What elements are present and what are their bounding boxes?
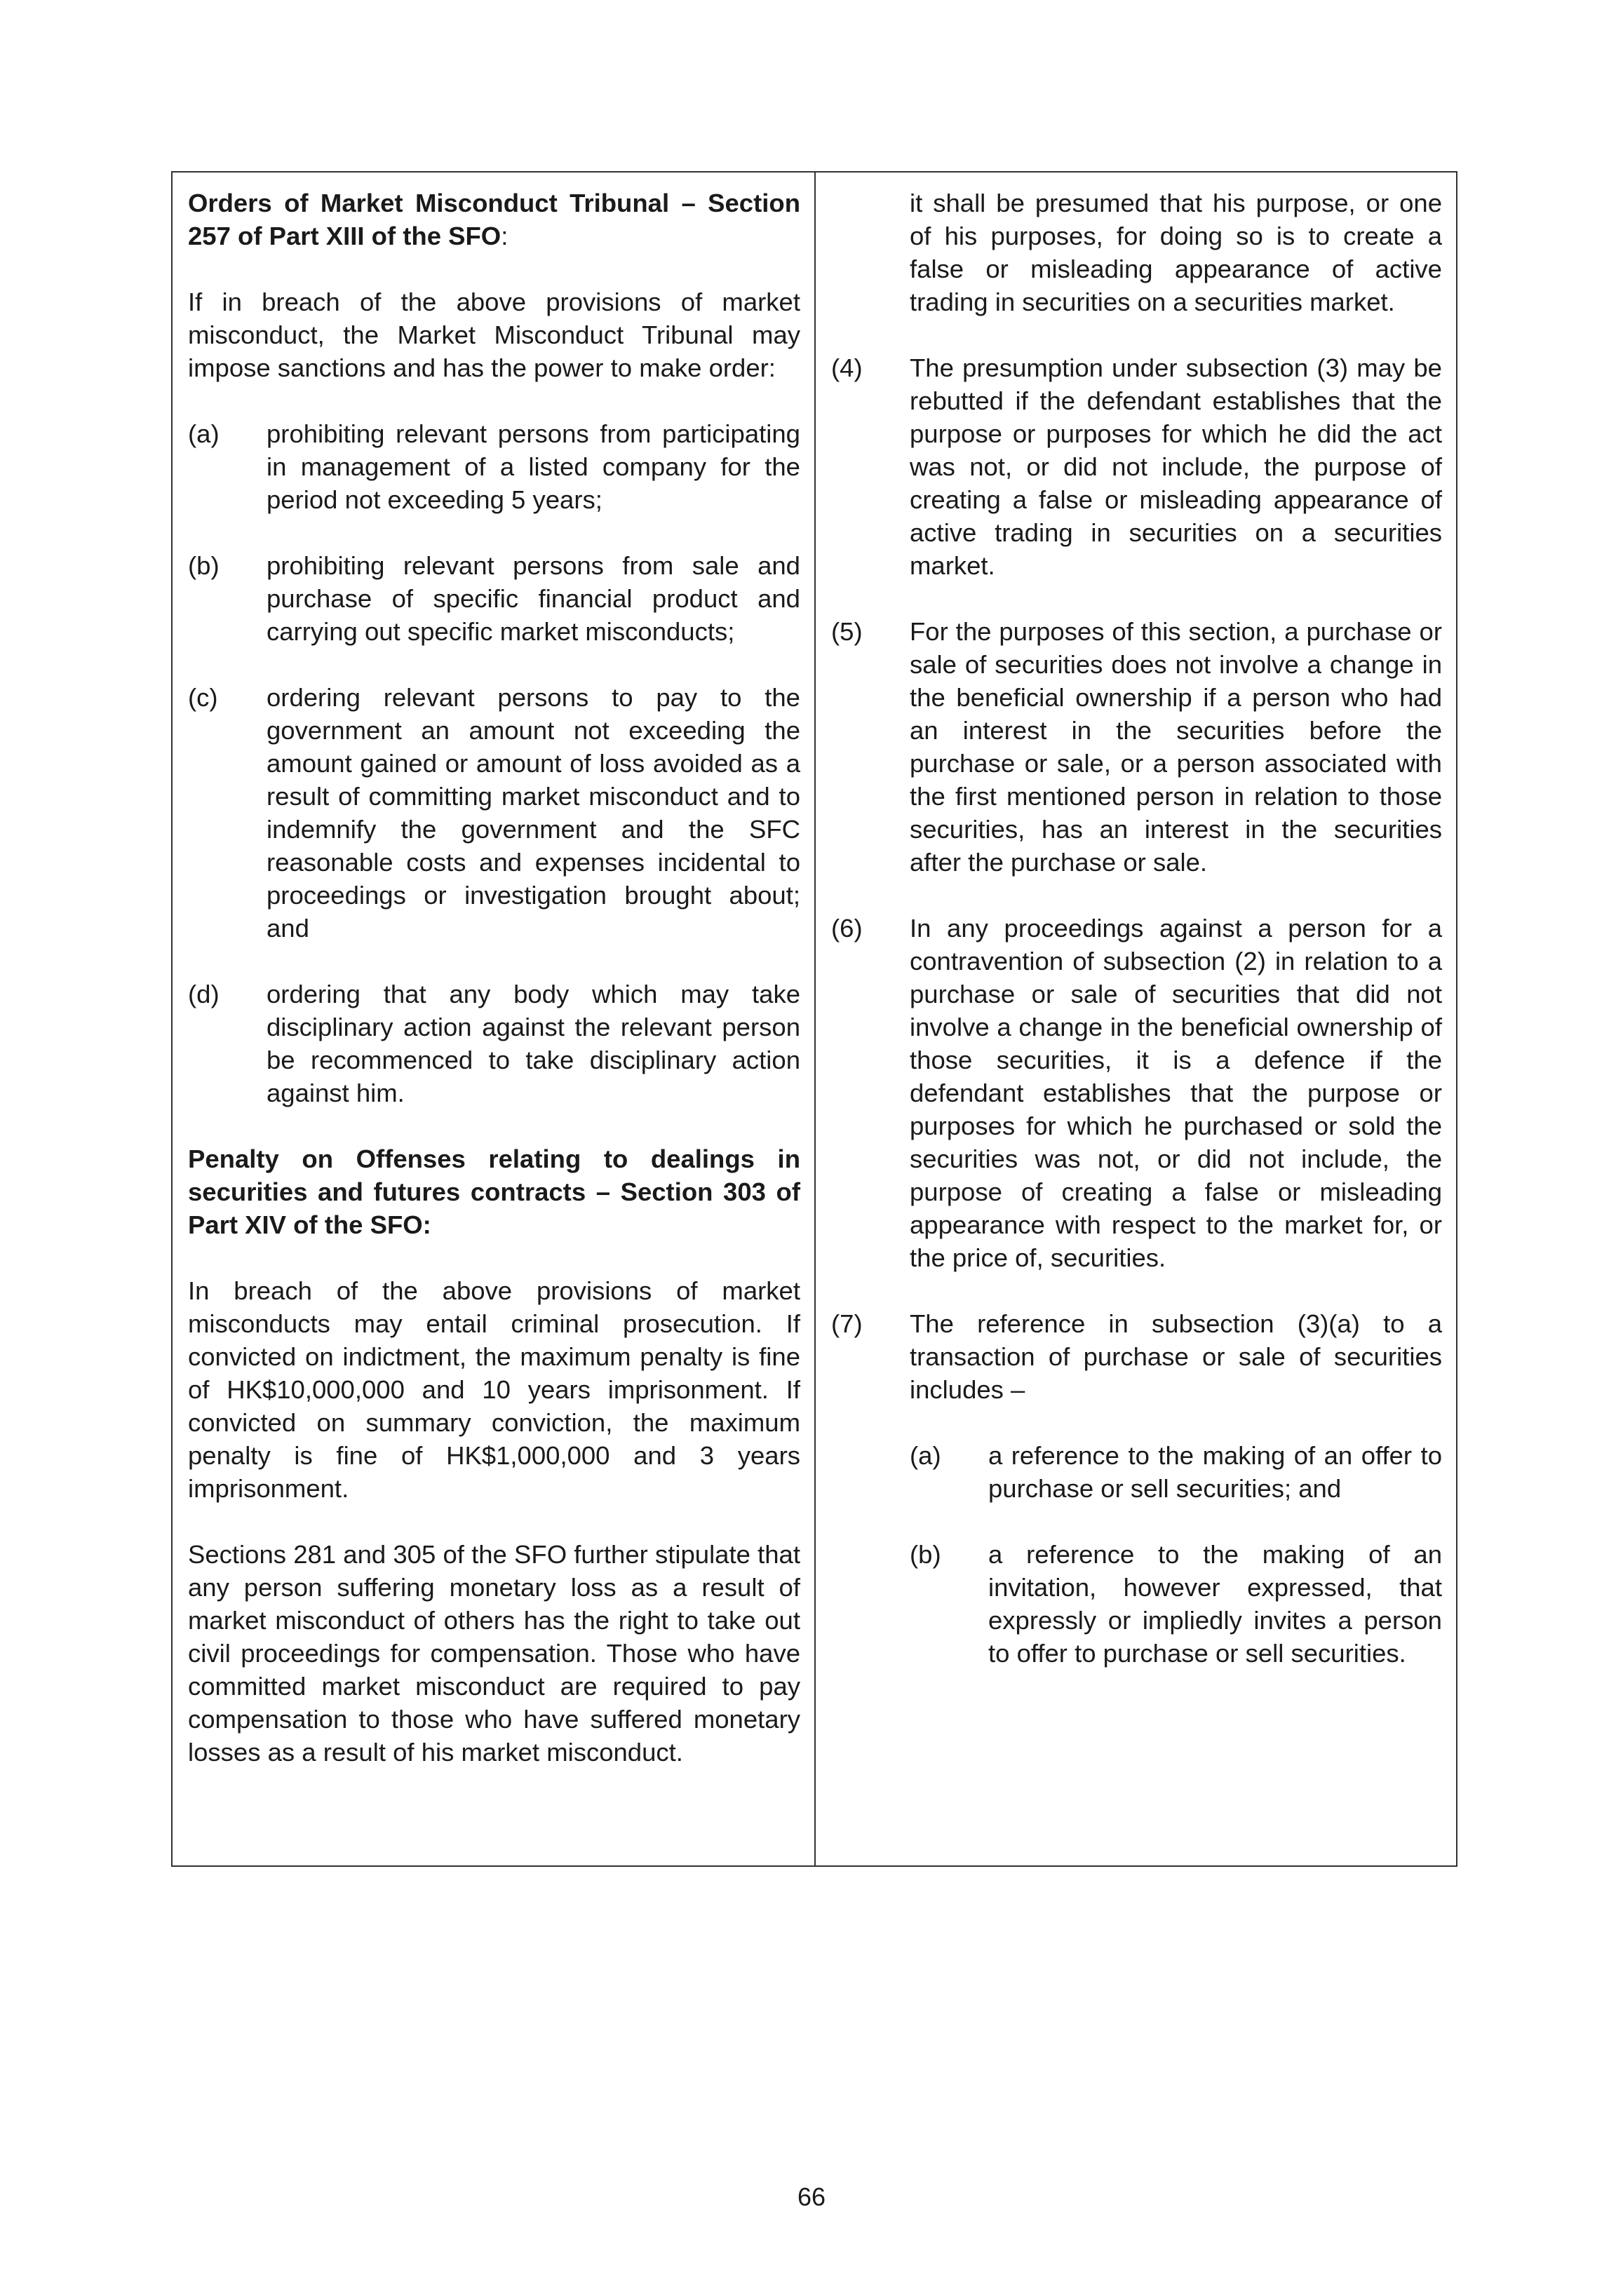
- civil-compensation-paragraph: Sections 281 and 305 of the SFO further stipulate that any person suffering monetary loss as a result of market misconduct of others has the right to take out civil proceedings for compensation. Those who have committed market misconduct are required to pay compensation to those who have suffered monetary losses as a result of his market misconduct.: [188, 1540, 800, 1767]
- order-label: (d): [188, 980, 220, 1008]
- order-item-d: [188, 978, 800, 1109]
- order-text: prohibiting relevant persons from participating in management of a listed company for the period not exceeding 5 years;: [267, 419, 800, 514]
- order-text: ordering relevant persons to pay to the government an amount not exceeding the amount gained or amount of loss avoided as a result of committing market misconduct and to indemnify the government and the SFC reasonable costs and expenses incidental to proceedings or investigation brought about; and: [267, 683, 800, 943]
- subsection-7: [831, 1307, 1442, 1406]
- sub-item-label: (b): [910, 1540, 941, 1569]
- section-257-heading: [188, 187, 800, 252]
- subsection-label: (6): [831, 914, 863, 943]
- criminal-penalty-paragraph: In breach of the above provisions of market misconducts may entail criminal prosecution. If convicted on indictment, the maximum penalty is fine of HK$10,000,000 and 10 years imprisonment. If convicted on summary conviction, the maximum penalty is fine of HK$1,000,000 and 3 years imprisonment.: [188, 1276, 800, 1503]
- sub-item-label: (a): [910, 1441, 941, 1470]
- subsection-text: For the purposes of this section, a purchase or sale of securities does not involve a change in the beneficial ownership if a person who had an interest in the securities before the purchase or sale, or a person associated with the first mentioned person in relation to those securities, has an interest in the securities after the purchase or sale.: [910, 617, 1442, 877]
- order-item-b: [188, 549, 800, 648]
- subsection-5: [831, 615, 1442, 879]
- right-column: [816, 173, 1456, 1865]
- subsection-text: The presumption under subsection (3) may be rebutted if the defendant establishes that the purpose or purposes for which he did the act was not, or did not include, the purpose of creating a false or misleading appearance of active trading in securities on a securities market.: [910, 353, 1442, 580]
- subsection-label: (7): [831, 1309, 863, 1338]
- tribunal-intro: If in breach of the above provisions of market misconduct, the Market Misconduct Tribunal may impose sanctions and has the power to make order:: [188, 288, 800, 382]
- order-label: (b): [188, 551, 220, 580]
- subsection-7-item-a: [910, 1439, 1442, 1505]
- order-label: (c): [188, 683, 218, 712]
- section-257-heading-bold: Orders of Market Misconduct Tribunal – Section 257 of Part XIII of the SFO: [188, 189, 800, 250]
- page-number: 66: [797, 2182, 826, 2211]
- subsection-label: (5): [831, 617, 863, 646]
- subsection-text: The reference in subsection (3)(a) to a transaction of purchase or sale of securities includes –: [910, 1309, 1442, 1404]
- continued-paragraph: it shall be presumed that his purpose, or one of his purposes, for doing so is to create a false or misleading appearance of active trading in securities on a securities market.: [910, 189, 1442, 316]
- subsection-label: (4): [831, 353, 863, 382]
- subsection-text: In any proceedings against a person for a contravention of subsection (2) in relation to a purchase or sale of securities that did not involve a change in the beneficial ownership of those securities, it is a defence if the defendant establishes that the purpose or purposes for which he purchased or sold the securities was not, or did not include, the purpose of creating a false or misleading appearance with respect to the market for, or the price of, securities.: [910, 914, 1442, 1272]
- subsection-4: [831, 351, 1442, 582]
- order-item-c: [188, 681, 800, 945]
- subsection-7-item-b: [910, 1538, 1442, 1670]
- sub-item-text: a reference to the making of an invitation, however expressed, that expressly or impliedly invites a person to offer to purchase or sell securities.: [988, 1540, 1442, 1668]
- order-item-a: [188, 417, 800, 516]
- left-column: [173, 173, 816, 1865]
- order-text: prohibiting relevant persons from sale and purchase of specific financial product and carrying out specific market misconducts;: [267, 551, 800, 646]
- order-label: (a): [188, 419, 220, 448]
- content-table: [171, 171, 1457, 1867]
- sub-item-text: a reference to the making of an offer to purchase or sell securities; and: [988, 1441, 1442, 1503]
- section-257-heading-colon: :: [501, 222, 509, 250]
- order-text: ordering that any body which may take disciplinary action against the relevant person be recommenced to take disciplinary action against him.: [267, 980, 800, 1107]
- section-303-heading: Penalty on Offenses relating to dealings in securities and futures contracts – Section 303 of Part XIV of the SFO:: [188, 1144, 800, 1239]
- subsection-6: [831, 912, 1442, 1274]
